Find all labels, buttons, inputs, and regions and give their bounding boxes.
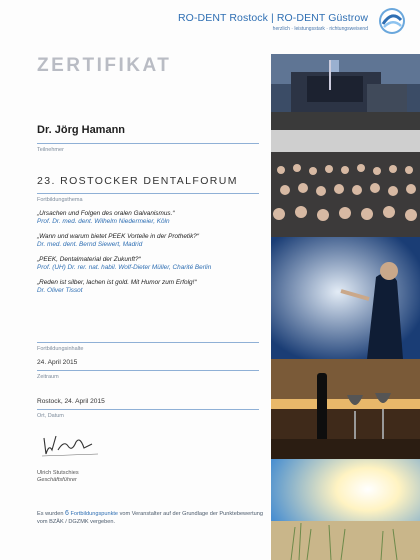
- event-name: 23. ROSTOCKER DENTALFORUM: [37, 175, 238, 187]
- talk-title: „Wann und warum bietet PEEK Vorteile in der Prothetik?“: [37, 233, 199, 240]
- place-date-label: Ort, Datum: [37, 413, 64, 419]
- footer-note: [37, 510, 267, 526]
- list-item: [37, 256, 267, 272]
- photo-column: [271, 54, 420, 560]
- brand-header: [178, 12, 368, 32]
- talk-title: „Reden ist silber, lachen ist gold. Mit Humor zum Erfolg!“: [37, 279, 197, 286]
- date-label: Zeitraum: [37, 374, 59, 380]
- speaker-photo: [271, 237, 420, 359]
- footer-post: vom Veranstalter auf der Grundlage der Punktebewertung vom BZÄK / DGZMK vergeben.: [37, 511, 263, 525]
- divider: [37, 370, 259, 371]
- signer-name: Ulrich Stutschies: [37, 470, 79, 476]
- talk-list: [37, 210, 267, 302]
- points-label: Fortbildungspunkte: [70, 511, 119, 517]
- talk-speaker: Prof. (UH) Dr. rer. nat. habil. Wolf-Dieter Müller, Charité Berlin: [37, 264, 212, 271]
- divider: [37, 342, 259, 343]
- talk-speaker: Prof. Dr. med. dent. Wilhelm Niedermeier, Köln: [37, 218, 170, 225]
- place-date: Rostock, 24. April 2015: [37, 398, 105, 405]
- event-date: 24. April 2015: [37, 359, 78, 366]
- brand-name: RO-DENT Rostock | RO-DENT Güstrow: [178, 12, 368, 24]
- list-item: [37, 210, 267, 226]
- divider: [37, 409, 259, 410]
- list-item: [37, 233, 267, 249]
- audience-photo: [271, 130, 420, 237]
- points-value: 6: [65, 510, 69, 517]
- footer-pre: Es wurden: [37, 511, 64, 517]
- participant-label: Teilnehmer: [37, 147, 64, 153]
- brand-tagline: herzlich · leistungsstark · richtungsweisend: [272, 26, 368, 32]
- divider: [37, 193, 259, 194]
- participant-name: Dr. Jörg Hamann: [37, 124, 126, 136]
- topic-label: Fortbildungsthema: [37, 197, 83, 203]
- divider: [37, 143, 259, 144]
- rodent-logo-icon: [377, 6, 407, 36]
- signer: [37, 470, 79, 484]
- talk-speaker: Dr. Oliver Tissot: [37, 287, 83, 294]
- talk-title: „Ursachen und Folgen des oralen Galvanismus.“: [37, 210, 175, 217]
- wine-photo: [271, 359, 420, 459]
- talk-title: „PEEK, Dentalmaterial der Zukunft?“: [37, 256, 141, 263]
- talk-speaker: Dr. med. dent. Bernd Siewert, Madrid: [37, 241, 143, 248]
- building-photo: [271, 54, 420, 130]
- certificate-title: ZERTIFIKAT: [37, 55, 172, 76]
- beach-photo: [271, 459, 420, 560]
- list-item: [37, 279, 267, 295]
- contents-label: Fortbildungsinhalte: [37, 346, 84, 352]
- signature: [40, 430, 100, 460]
- signer-role: Geschäftsführer: [37, 477, 77, 483]
